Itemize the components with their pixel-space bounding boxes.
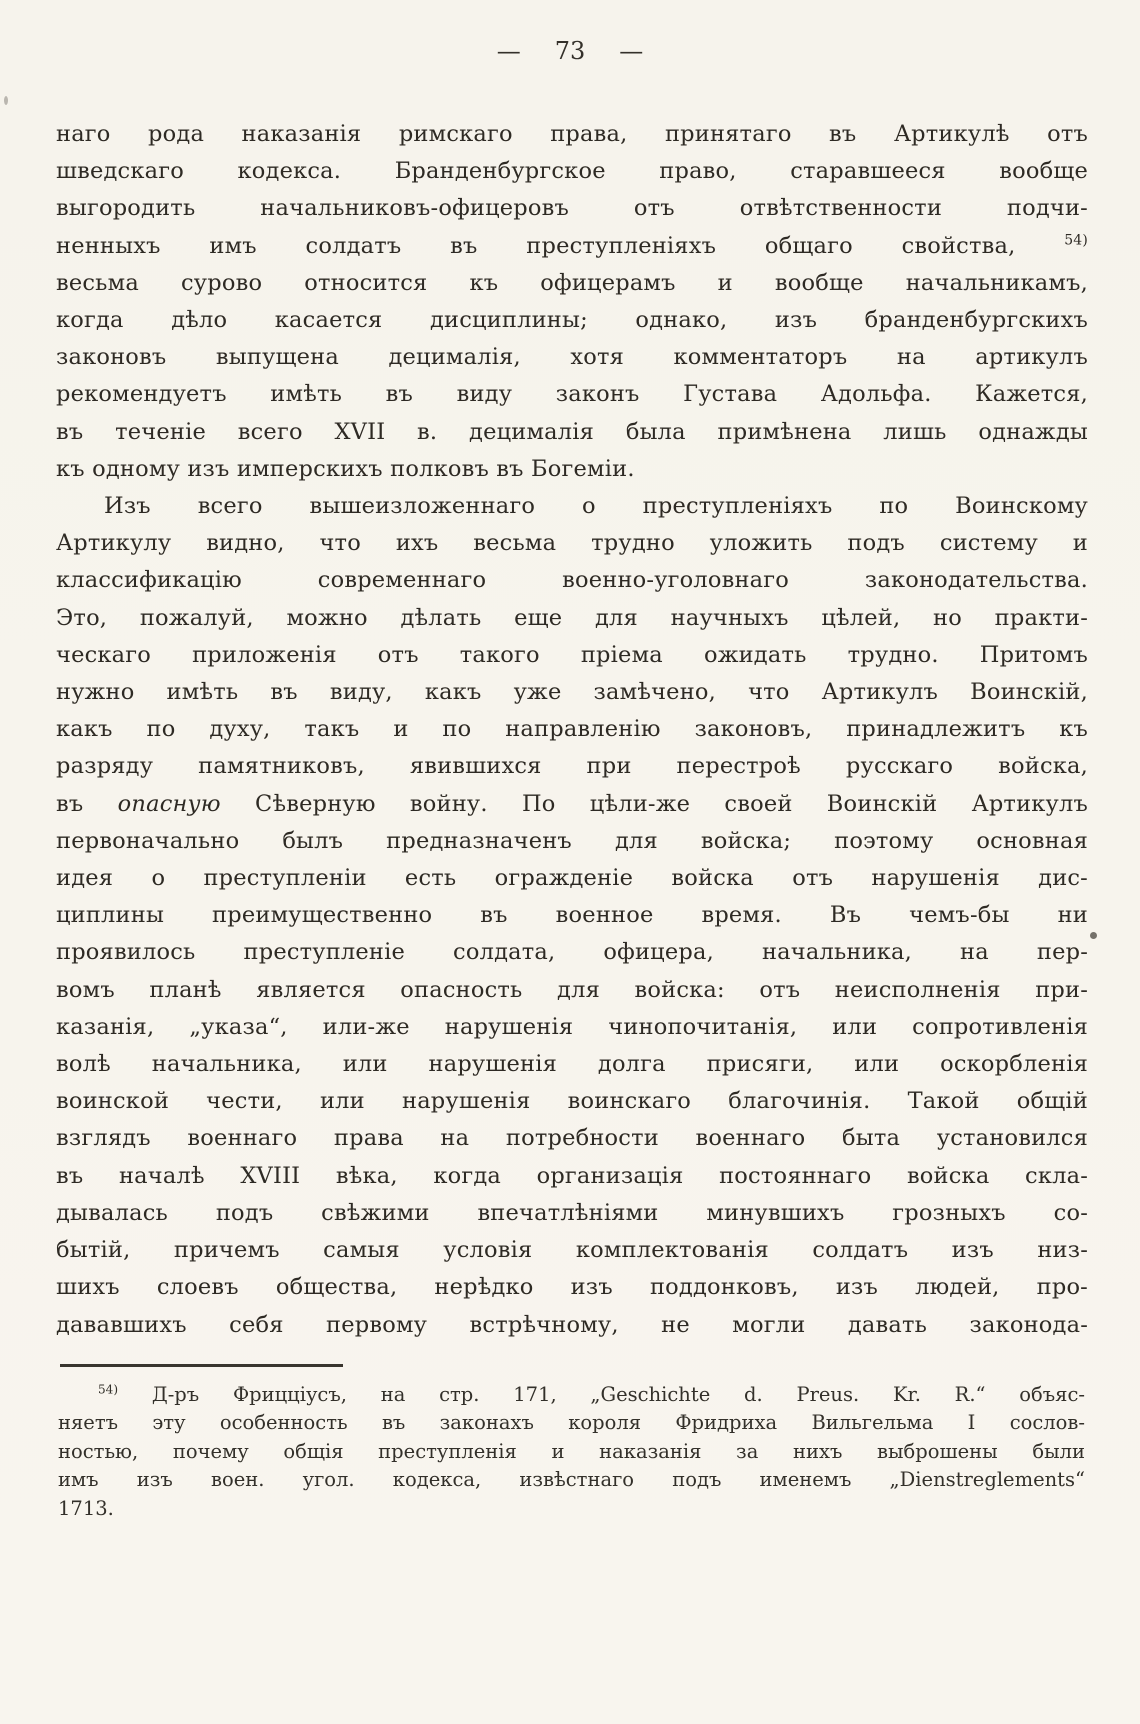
- text-line: въ началѣ XVIII вѣка, когда организація постояннаго войска скла-: [56, 1162, 1088, 1189]
- footnote-line: 1713.: [58, 1497, 114, 1521]
- text-line: законовъ выпущена децималія, хотя комментаторъ на артикулъ: [56, 344, 1088, 371]
- text-line: бытій, причемъ самыя условія комплектованія солдатъ изъ низ-: [56, 1237, 1088, 1264]
- scan-speck: [4, 96, 8, 105]
- text-line: шведскаго кодекса. Бранденбургское право, старавшееся вообще: [56, 158, 1088, 185]
- text-line: воинской чести, или нарушенія воинскаго благочинія. Такой общій: [56, 1088, 1088, 1115]
- text-line: разряду памятниковъ, явившихся при перестроѣ русскаго войска,: [56, 753, 1088, 780]
- text-line: дававшихъ себя первому встрѣчному, не могли давать законода-: [56, 1311, 1088, 1338]
- footnote-line: $^{54)}$ Д-ръ Фрицціусъ, на стр. 171, „Geschichte d. Preus. Kr. R.“ объяс-: [98, 1382, 1085, 1406]
- text-line: дывалась подъ свѣжими впечатлѣніями минувшихъ грозныхъ со-: [56, 1199, 1088, 1226]
- text-line: весьма сурово относится къ офицерамъ и вообще начальникамъ,: [56, 269, 1088, 296]
- text-line: выгородить начальниковъ-офицеровъ отъ отвѣтственности подчи-: [56, 195, 1088, 222]
- text-line: проявилось преступленіе солдата, офицера, начальника, на пер-: [56, 939, 1088, 966]
- text-line: классификацію современнаго военно-уголовнаго законодательства.: [56, 567, 1088, 594]
- text-line: ческаго приложенія отъ такого пріема ожидать трудно. Притомъ: [56, 641, 1088, 668]
- text-line: въ опасную Сѣверную войну. По цѣли-же своей Воинскій Артикулъ: [56, 790, 1088, 817]
- text-line: Это, пожалуй, можно дѣлать еще для научныхъ цѣлей, но практи-: [56, 604, 1088, 631]
- text-line: наго рода наказанія римскаго права, принятаго въ Артикулѣ отъ: [56, 121, 1088, 147]
- scan-speck: [1090, 932, 1097, 939]
- text-line: ненныхъ имъ солдатъ въ преступленіяхъ общаго свойства, $^{54)}$: [56, 232, 1088, 259]
- page-number: — 73 —: [496, 37, 644, 65]
- text-line: волѣ начальника, или нарушенія долга присяги, или оскорбленія: [56, 1051, 1088, 1078]
- text-line: взглядъ военнаго права на потребности военнаго быта установился: [56, 1125, 1088, 1152]
- text-line: идея о преступленіи есть огражденіе войска отъ нарушенія дис-: [56, 865, 1088, 892]
- text-line: первоначально былъ предназначенъ для войска; поэтому основная: [56, 827, 1088, 854]
- footnote-separator: [60, 1364, 343, 1367]
- text-line: вомъ планѣ является опасность для войска: отъ неисполненія при-: [56, 976, 1088, 1003]
- text-line: въ теченіе всего XVII в. децималія была примѣнена лишь однажды: [56, 418, 1088, 445]
- text-line: къ одному изъ имперскихъ полковъ въ Богеміи.: [56, 455, 635, 482]
- text-line: когда дѣло касается дисциплины; однако, изъ бранденбургскихъ: [56, 307, 1088, 334]
- text-line: казанія, „указа“, или-же нарушенія чинопочитанія, или сопротивленія: [56, 1013, 1088, 1040]
- text-line: Артикулу видно, что ихъ весьма трудно уложить подъ систему и: [56, 530, 1088, 557]
- text-line: Изъ всего вышеизложеннаго о преступленіяхъ по Воинскому: [104, 493, 1088, 520]
- footnote-line: имъ изъ воен. угол. кодекса, извѣстнаго подъ именемъ „Dienstreglements“: [58, 1468, 1085, 1492]
- text-line: циплины преимущественно въ военное время. Въ чемъ-бы ни: [56, 902, 1088, 929]
- text-line: какъ по духу, такъ и по направленію законовъ, принадлежитъ къ: [56, 716, 1088, 743]
- footnote-line: ностью, почему общія преступленія и наказанія за нихъ выброшены были: [58, 1439, 1085, 1463]
- text-line: шихъ слоевъ общества, нерѣдко изъ поддонковъ, изъ людей, про-: [56, 1274, 1088, 1301]
- body-text: [56, 116, 1088, 1344]
- footnote-line: няетъ эту особенность въ законахъ короля Фридриха Вильгельма I сослов-: [58, 1411, 1085, 1435]
- text-line: нужно имѣть въ виду, какъ уже замѣчено, что Артикулъ Воинскій,: [56, 679, 1088, 706]
- footnote: [58, 1381, 1085, 1524]
- text-line: рекомендуетъ имѣть въ виду законъ Густава Адольфа. Кажется,: [56, 381, 1088, 408]
